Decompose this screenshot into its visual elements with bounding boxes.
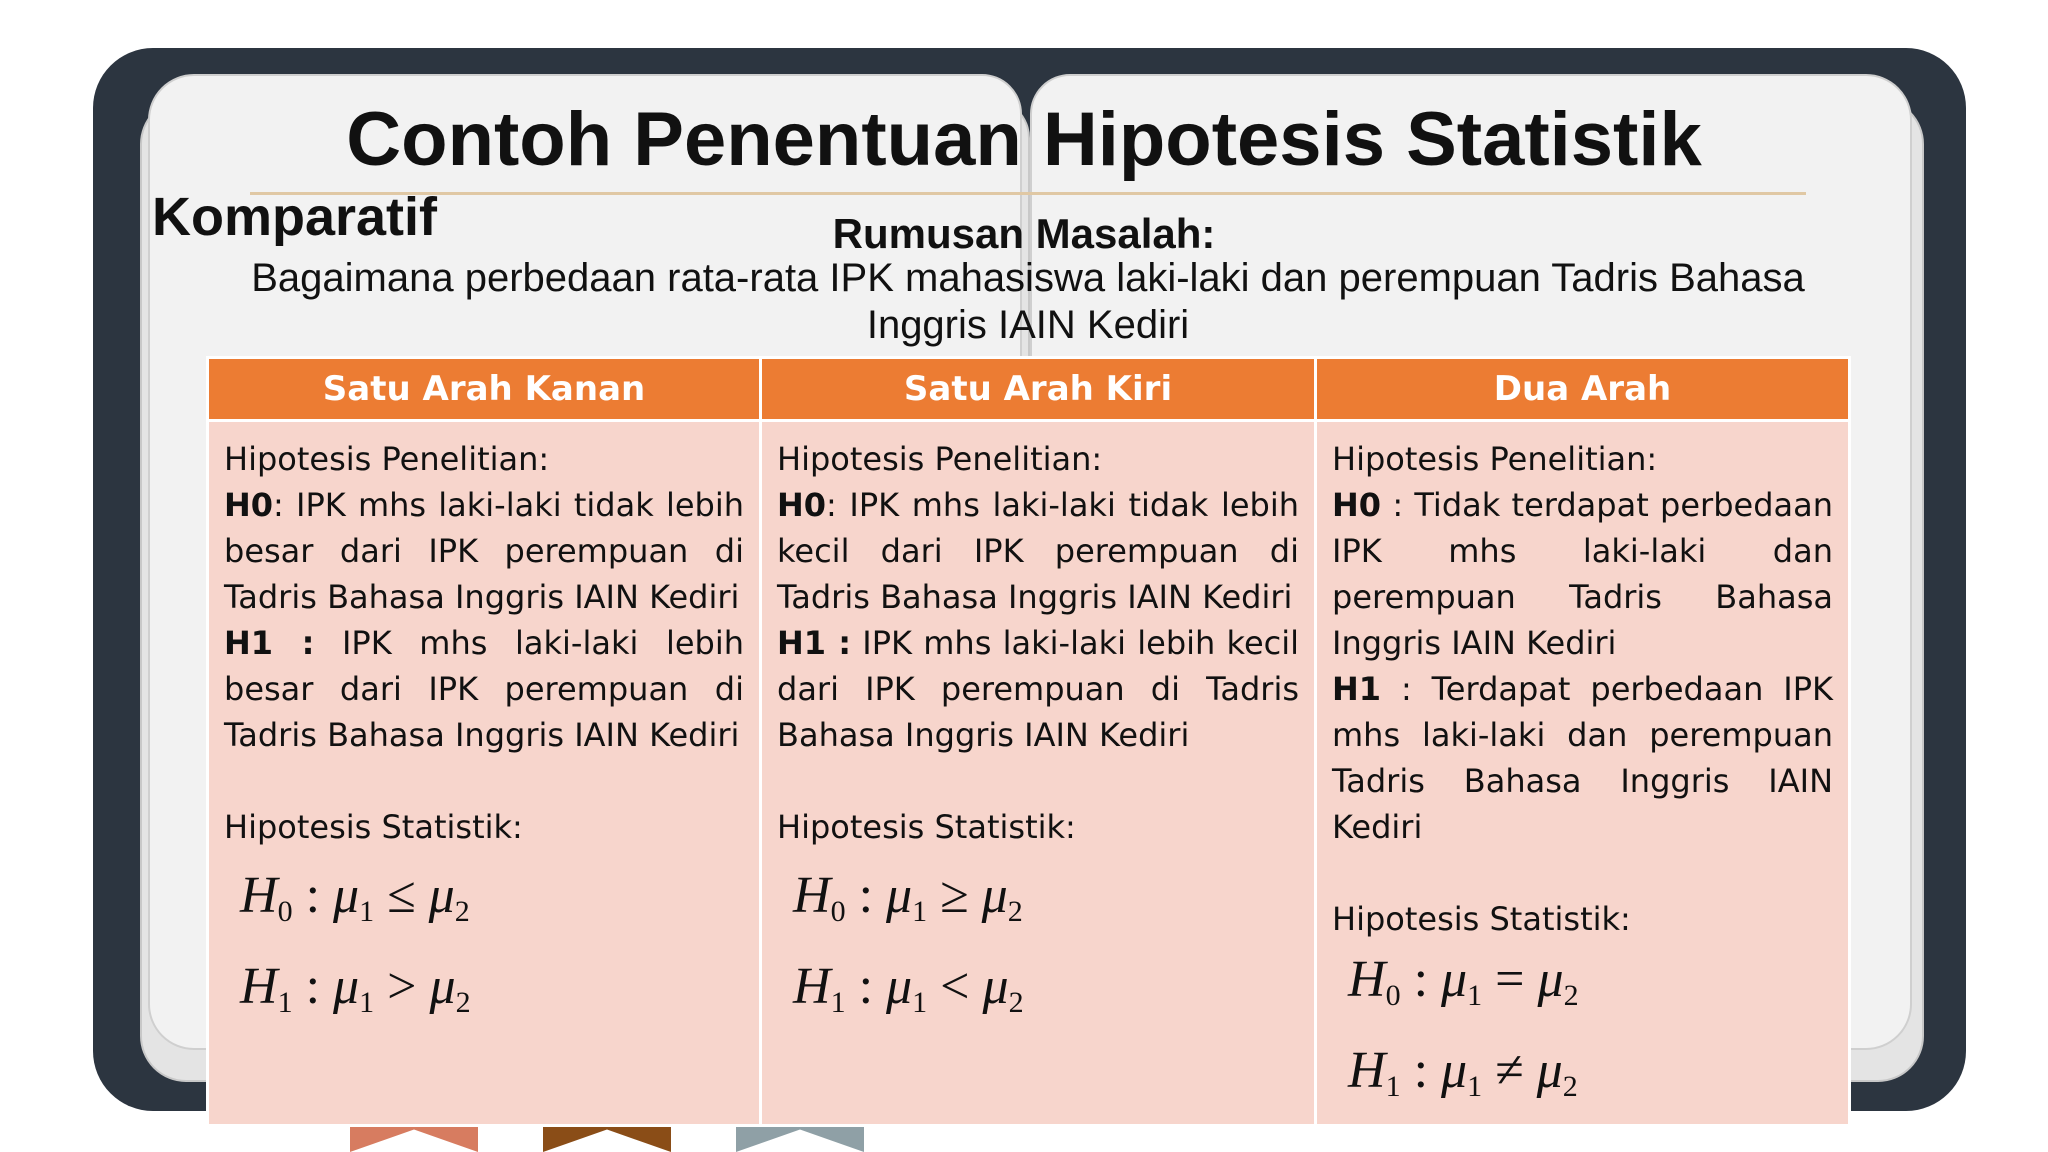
h0-label: H0 (224, 486, 274, 524)
problem-heading: Rumusan Masalah: (832, 210, 1216, 257)
stat-h0-formula: $H_0$ : $\mu_1 \le \mu_2$ $H_1$ : $\mu_1 > \mu_2$ (240, 858, 744, 1040)
h1-text: IPK mhs laki-laki lebih kecil dari IPK perempuan di Tadris Bahasa Inggris IAIN Kediri (777, 624, 1300, 754)
h0-label: H0 (777, 486, 827, 524)
h1-text: IPK mhs laki-laki lebih besar dari IPK perempuan di Tadris Bahasa Inggris IAIN Kediri (224, 624, 744, 754)
research-h0 (1332, 482, 1833, 666)
research-h0 (777, 482, 1299, 620)
research-hypothesis-label: Hipotesis Penelitian: (1332, 440, 1658, 478)
column-header-two-tailed: Dua Arah (1316, 358, 1850, 421)
statistical-hypothesis-label: Hipotesis Statistik: (777, 808, 1076, 846)
table-cell-right-tailed (208, 421, 761, 1126)
research-h1 (777, 620, 1299, 758)
stat-h1-formula: $H_1$ : $\mu_1 < \mu_2$ (793, 958, 1024, 1019)
stat-h0-formula: $H_0$ : $\mu_1 = \mu_2$ $H_1$ : $\mu_1 \ne \mu_2$ (1348, 942, 1833, 1124)
table-header-row (208, 358, 1850, 421)
column-header-right-tailed: Satu Arah Kanan (208, 358, 761, 421)
statistical-hypothesis-label: Hipotesis Statistik: (1332, 900, 1631, 938)
hypothesis-table (206, 356, 1851, 1127)
research-h0 (224, 482, 744, 620)
h1-label: H1 : (224, 624, 315, 662)
h0-text: : IPK mhs laki-laki tidak lebih kecil dari IPK perempuan di Tadris Bahasa Inggris IAIN Kediri (777, 486, 1299, 616)
h1-text: : Terdapat perbedaan IPK mhs laki-laki dan perempuan Tadris Bahasa Inggris IAIN Kediri (1332, 670, 1833, 846)
h0-text: : IPK mhs laki-laki tidak lebih besar dari IPK perempuan di Tadris Bahasa Inggris IAIN Kediri (224, 486, 744, 616)
table-cell-left-tailed (761, 421, 1316, 1126)
table-body-row (208, 421, 1850, 1126)
subtitle: Komparatif (152, 187, 438, 247)
research-h1 (1332, 666, 1833, 850)
statistical-hypothesis-label: Hipotesis Statistik: (224, 808, 523, 846)
research-hypothesis-label: Hipotesis Penelitian: (777, 440, 1103, 478)
column-header-left-tailed: Satu Arah Kiri (761, 358, 1316, 421)
h0-label: H0 (1332, 486, 1382, 524)
h1-label: H1 : (777, 624, 852, 662)
stat-h1-formula: $H_1$ : $\mu_1 > \mu_2$ (240, 958, 471, 1019)
stat-h1-formula: $H_1$ : $\mu_1 \ne \mu_2$ (1348, 1042, 1578, 1103)
research-h1 (224, 620, 744, 758)
table-cell-two-tailed (1316, 421, 1850, 1126)
h0-text: : Tidak terdapat perbedaan IPK mhs laki-laki dan perempuan Tadris Bahasa Inggris IAIN Kediri (1332, 486, 1833, 662)
h1-label: H1 (1332, 670, 1382, 708)
page-title: Contoh Penentuan Hipotesis Statistik (346, 97, 1702, 182)
problem-text: Bagaimana perbedaan rata-rata IPK mahasiswa laki-laki dan perempuan Tadris Bahasa Inggris IAIN Kediri (251, 256, 1805, 347)
research-hypothesis-label: Hipotesis Penelitian: (224, 440, 550, 478)
stat-h0-formula: $H_0$ : $\mu_1 \ge \mu_2$ $H_1$ : $\mu_1 < \mu_2$ (793, 858, 1299, 1040)
title-underline (250, 192, 1806, 195)
